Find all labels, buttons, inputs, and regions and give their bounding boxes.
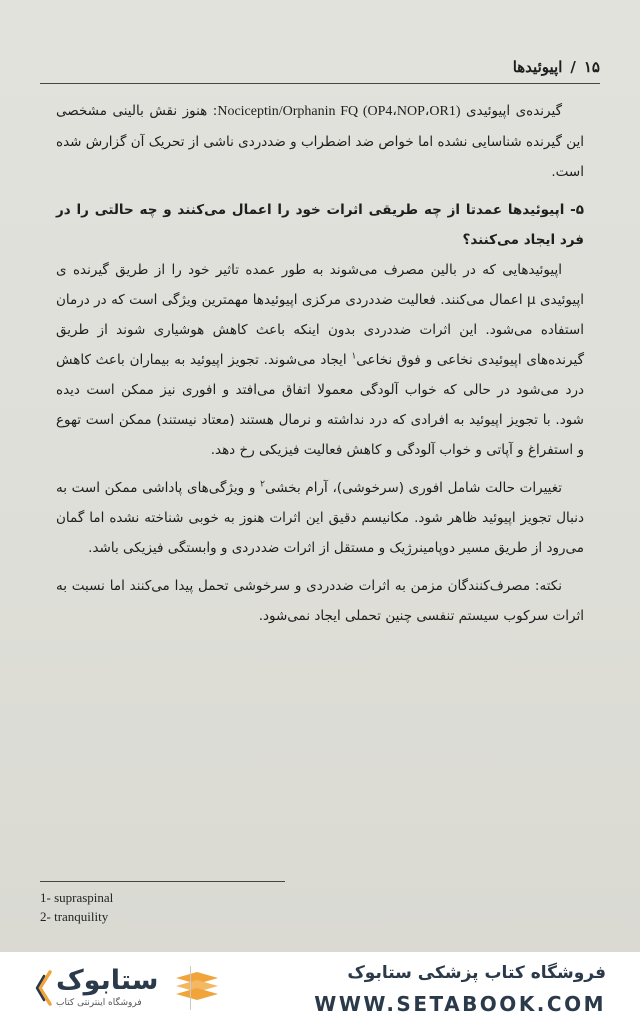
question-heading: ۵- اپیوئیدها عمدتا از چه طریقی اثرات خود را اعمال می‌کنند و چه حالتی را در فرد ایجاد می‌کنند؟ — [56, 202, 584, 248]
header-rule — [40, 83, 600, 84]
footnote-ref-2: ۲ — [260, 479, 265, 490]
footnote-rule — [40, 881, 285, 882]
note-paragraph: نکته: مصرف‌کنندگان مزمن به اثرات ضددردی و سرخوشی تحمل پیدا می‌کنند اما نسبت به اثرات سرکوب سیستم تنفسی چنین تحملی ایجاد نمی‌شود. — [56, 578, 584, 624]
chapter-title: اپیوئیدها — [512, 58, 563, 76]
book-stack-icon — [174, 970, 220, 1004]
footnote-ref-1: ۱ — [351, 351, 357, 362]
main-text — [56, 96, 584, 631]
logo-wordmark: ستابوک — [56, 965, 159, 996]
store-name: فروشگاه کتاب پزشکی ستابوک — [347, 963, 606, 983]
paragraph-receptor: گیرنده‌ی اپیوئیدی Nociceptin/Orphanin FQ (OP4،NOP،OR1): هنوز نقش بالینی مشخصی این گیرنده شناسایی نشده اما خواص ضد اضطراب و ضددردی ناشی از تحریک آن گزارش شده است. — [56, 103, 584, 180]
paragraph-mechanism: اپیوئیدهایی که در بالین مصرف می‌شوند به طور عمده تاثیر خود را از طریق گیرنده ی اپیوئیدی μ اعمال می‌کنند. فعالیت ضددردی مرکزی اپیوئیدها مهمترین ویژگی است که در درمان استفاده می‌شود. این اثرات ضددردی بدون اینکه باعث کاهش هوشیاری شوند از طریق گیرنده‌های اپیوئیدی نخاعی و فوق نخاعی$^۱$ ایجاد می‌شوند. تجویز اپیوئید به بیماران باعث کاهش درد می‌شود در حالی که خواب آلودگی معمولا اتفاق می‌افتد و افوری نیز ممکن است دیده شود. با تجویز اپیوئید به افرادی که درد نداشته و نرمال هستند (معتاد نیستند) ممکن است تهوع و استفراغ و آپاتی و خواب آلودگی و کاهش فعالیت فیزیکی رخ دهد. — [56, 262, 584, 458]
page-number: ۱۵ — [583, 58, 600, 76]
footnote-1: 1- supraspinal — [40, 890, 114, 905]
footnotes — [40, 888, 113, 926]
paragraph-mood: تغییرات حالت شامل افوری (سرخوشی)، آرام بخشی$^۲$ و ویژگی‌های پاداشی ممکن است به دنبال تجویز اپیوئید ظاهر شود. مکانیسم دقیق این اثرات هنوز به خوبی شناخته نشده اما گمان می‌رود از طریق مسیر دوپامینرژیک و مستقل از اثرات ضددردی و وابستگی فیزیکی باشد. — [56, 479, 584, 556]
header-separator: / — [570, 58, 576, 76]
banner-divider — [190, 966, 191, 1010]
receptor-name: Nociceptin/Orphanin FQ (OP4،NOP،OR1) — [217, 104, 461, 119]
setabook-logo — [34, 964, 234, 1012]
running-header — [40, 56, 600, 78]
chevron-logo-icon — [34, 966, 54, 1010]
store-banner — [0, 952, 640, 1024]
logo-tagline: فروشگاه اینترنتی کتاب — [56, 998, 142, 1008]
store-url[interactable]: WWW.SETABOOK.COM — [314, 992, 606, 1016]
footnote-2: 2- tranquility — [40, 909, 109, 924]
